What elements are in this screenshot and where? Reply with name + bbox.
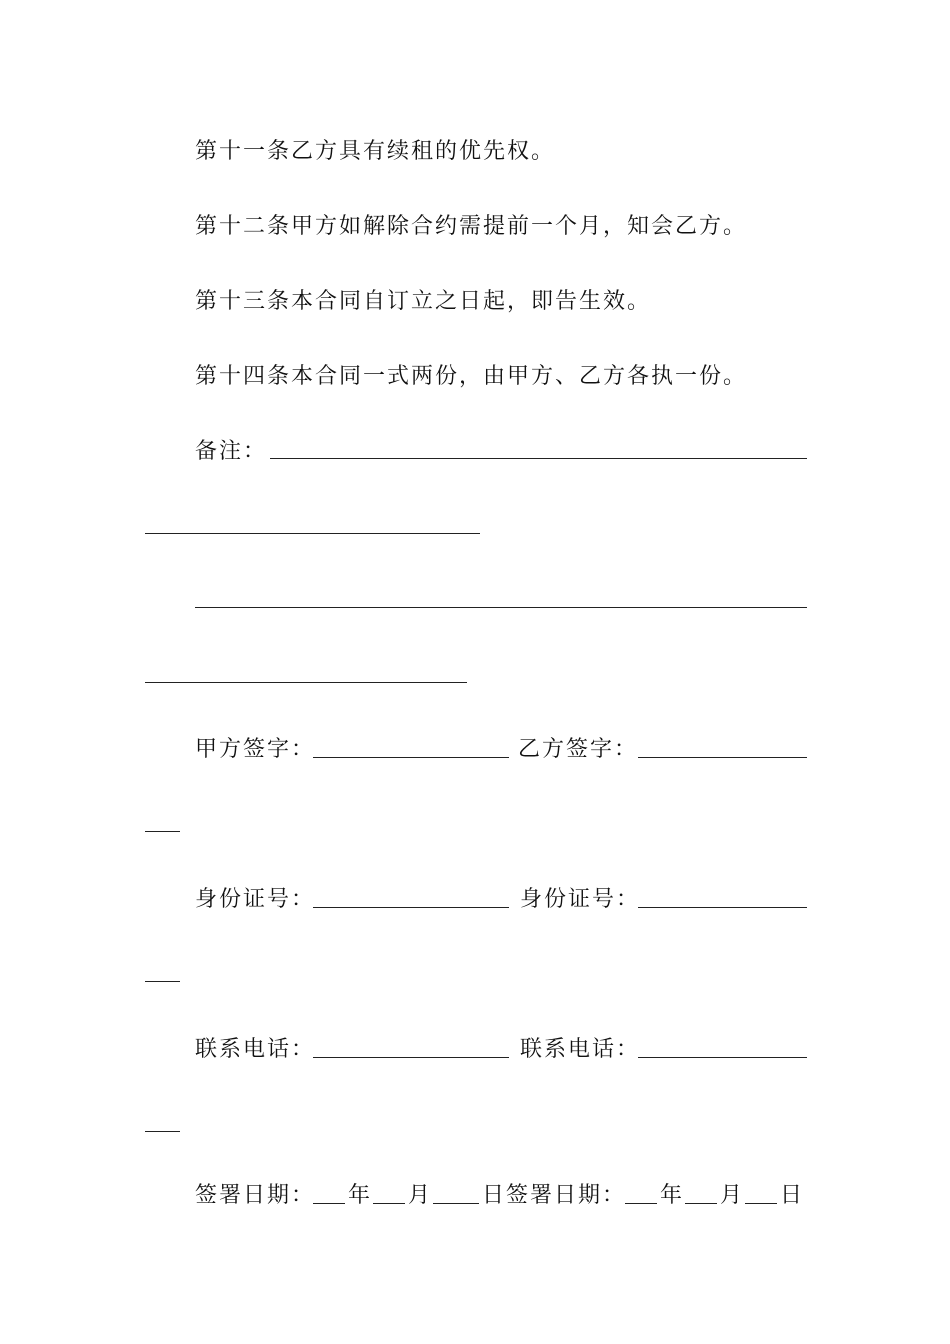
remarks-line-4 — [145, 682, 467, 683]
date-b-label: 日签署日期： — [482, 1183, 627, 1208]
party-a-phone-blank — [313, 1057, 509, 1058]
signing-date-row — [195, 1180, 815, 1212]
date-a-year: 年 — [348, 1183, 373, 1208]
date-a-year-blank — [313, 1203, 345, 1204]
id-line-wrap — [145, 981, 180, 982]
party-b-phone-blank — [638, 1057, 807, 1058]
date-b-month-blank — [685, 1203, 717, 1204]
signature-line-wrap — [145, 831, 180, 832]
remarks-label: 备注： — [195, 439, 268, 464]
date-b-year: 年 — [660, 1183, 685, 1208]
clause-11: 第十一条乙方具有续租的优先权。 — [195, 139, 556, 164]
remarks-line-2 — [145, 533, 480, 534]
remarks-line-3 — [195, 607, 807, 608]
date-a-month: 月 — [408, 1183, 433, 1208]
party-a-sign-blank — [313, 757, 509, 758]
date-a-day-blank — [433, 1203, 479, 1204]
party-a-id-blank — [313, 907, 509, 908]
party-b-sign-label: 乙方签字： — [518, 737, 639, 762]
clause-14: 第十四条本合同一式两份，由甲方、乙方各执一份。 — [195, 364, 748, 389]
clause-13: 第十三条本合同自订立之日起，即告生效。 — [195, 289, 652, 314]
clause-12: 第十二条甲方如解除合约需提前一个月，知会乙方。 — [195, 214, 748, 239]
party-b-id-label: 身份证号： — [520, 887, 641, 912]
party-b-id-blank — [638, 907, 807, 908]
phone-line-wrap — [145, 1131, 180, 1132]
date-b-year-blank — [625, 1203, 657, 1204]
date-b-day: 日 — [780, 1183, 805, 1208]
date-b-day-blank — [745, 1203, 777, 1204]
id-row — [195, 884, 815, 916]
phone-row — [195, 1034, 815, 1066]
party-a-phone-label: 联系电话： — [195, 1037, 316, 1062]
date-b-month: 月 — [720, 1183, 745, 1208]
signature-row — [195, 734, 815, 766]
party-a-sign-label: 甲方签字： — [195, 737, 316, 762]
date-a-label: 签署日期： — [195, 1183, 316, 1208]
party-b-phone-label: 联系电话： — [520, 1037, 641, 1062]
party-a-id-label: 身份证号： — [195, 887, 316, 912]
date-a-month-blank — [373, 1203, 405, 1204]
party-b-sign-blank — [638, 757, 807, 758]
remarks-line-1 — [270, 458, 807, 459]
